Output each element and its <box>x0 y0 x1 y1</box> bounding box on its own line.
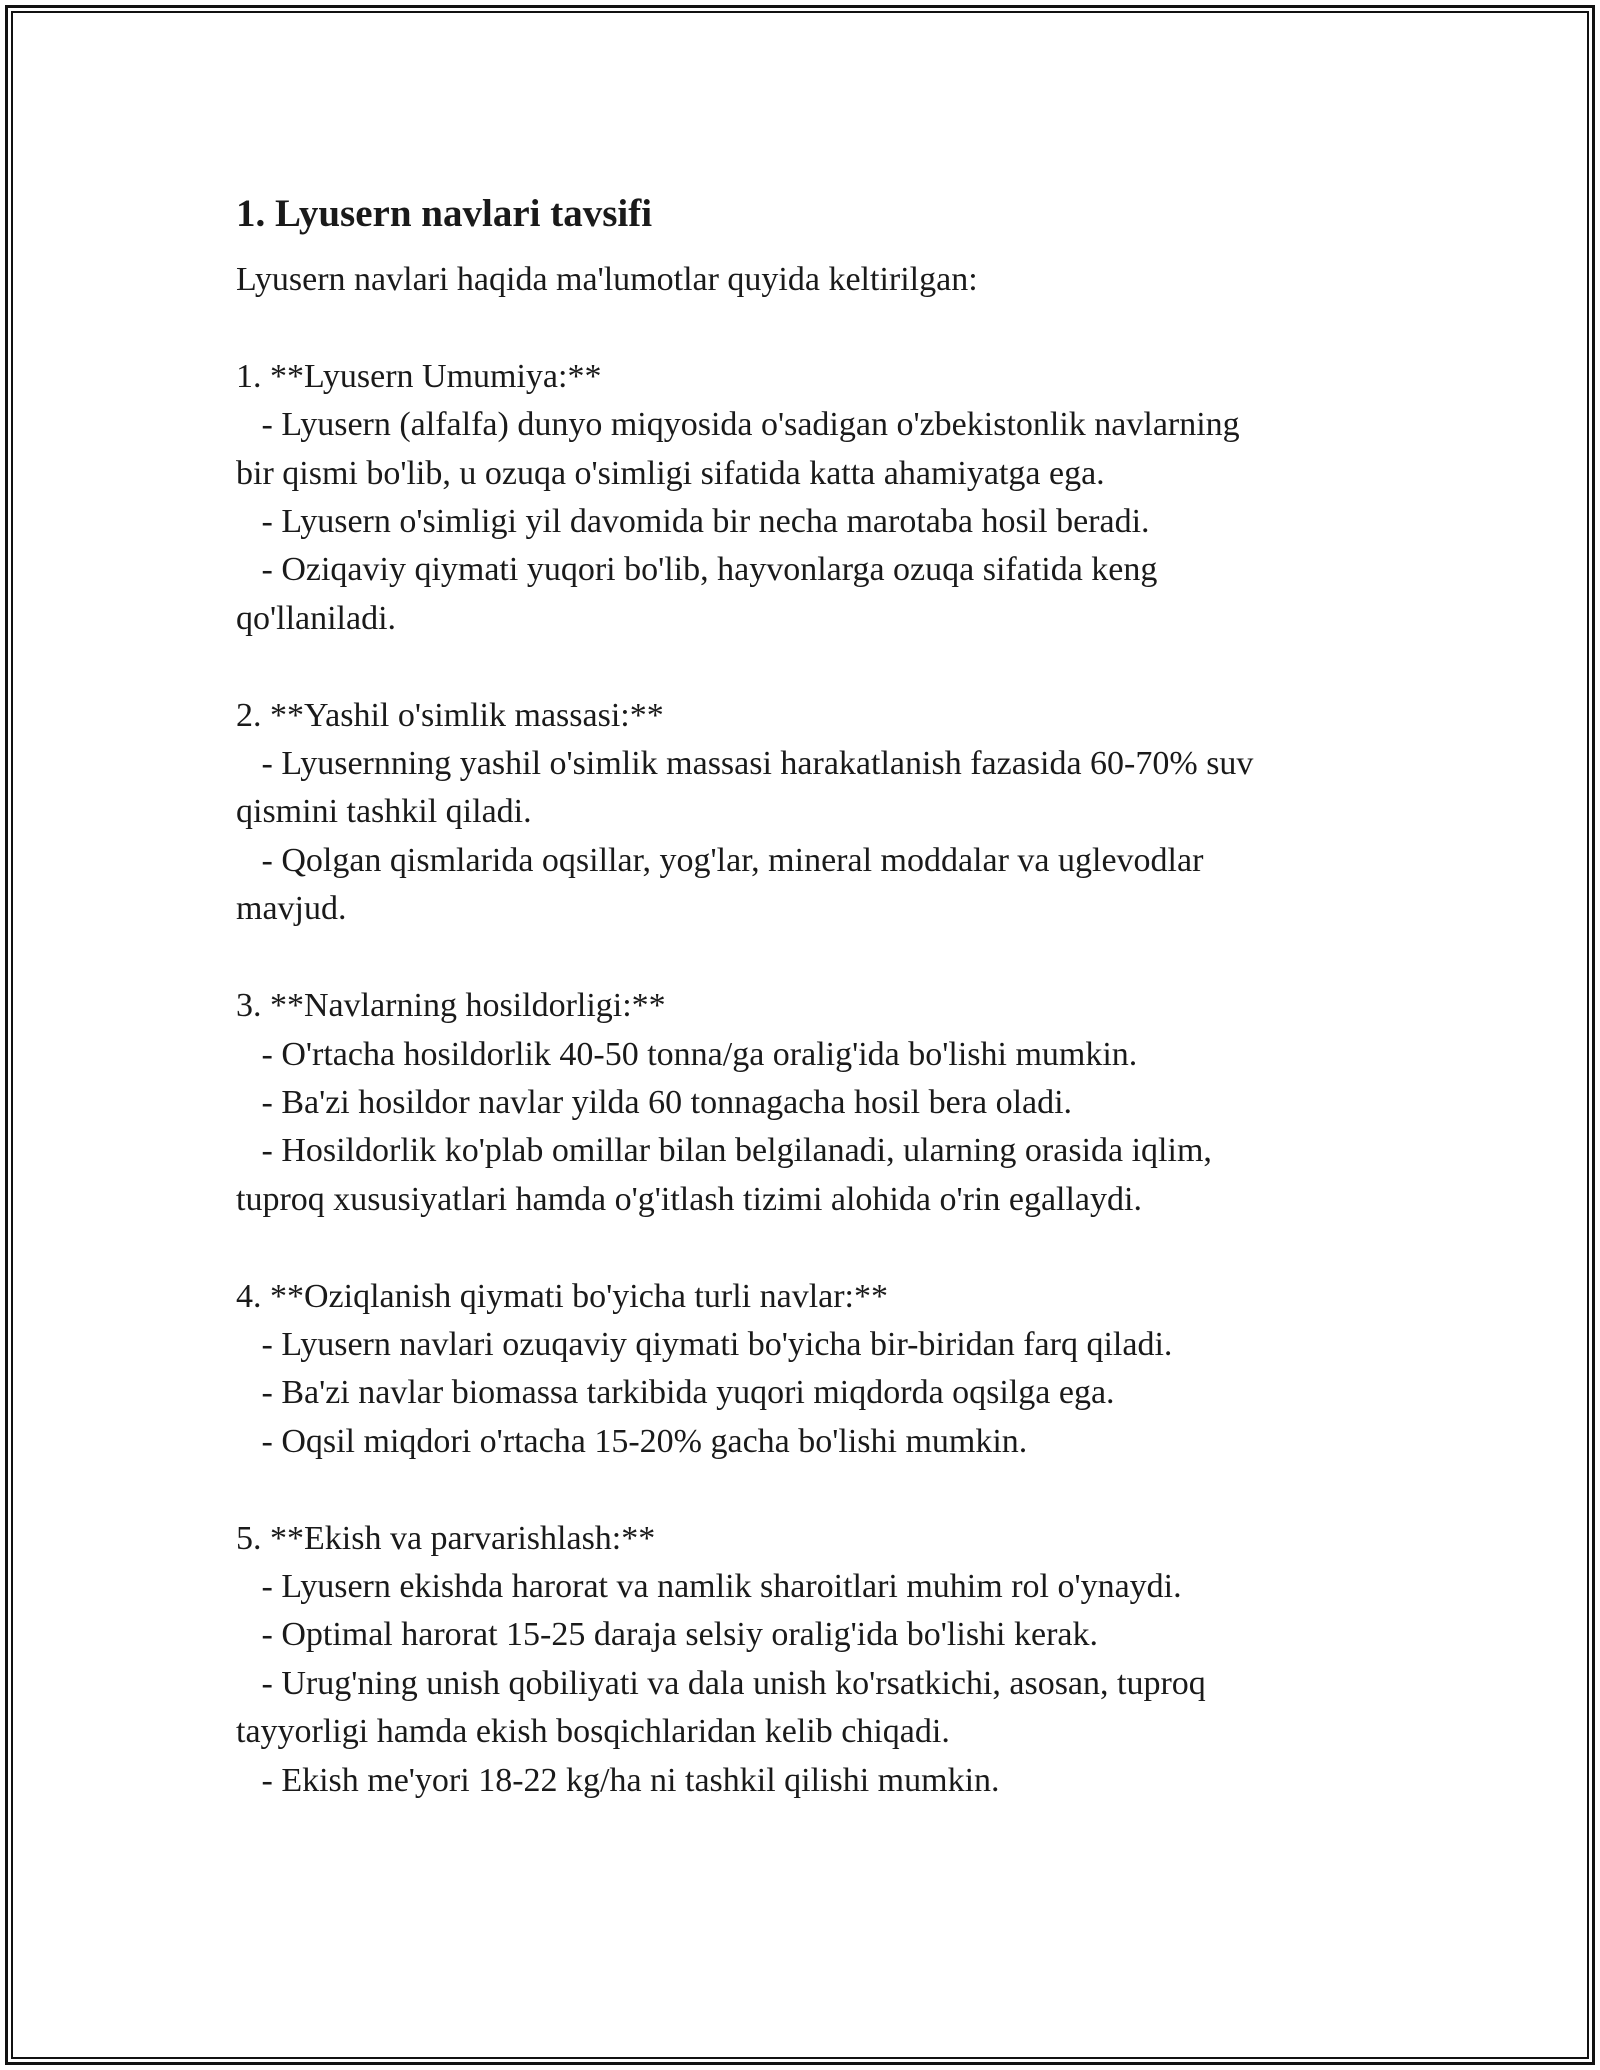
document-body: Lyusern navlari haqida ma'lumotlar quyida keltirilgan: 1. **Lyusern Umumiya:** - Lyusern (alfalfa) dunyo miqyosida o'sadigan o'zbekistonlik navlarning bir qismi bo'lib, u ozuqa o'simligi sifatida katta ahamiyatga ega. - Lyusern o'simligi yil davomida bir necha marotaba hosil beradi. - Oziqaviy qiymati yuqori bo'lib, hayvonlarga ozuqa sifatida keng qo'llaniladi. 2. **Yashil o'simlik massasi:** - Lyusernning yashil o'simlik massasi harakatlanish fazasida 60-70% suv qismini tashkil qiladi. - Qolgan qismlarida oqsillar, yog'lar, mineral moddalar va uglevodlar mavjud. 3. **Navlarning hosildorligi:** - O'rtacha hosildorlik 40-50 tonna/ga oralig'ida bo'lishi mumkin. - Ba'zi hosildor navlar yilda 60 tonnagacha hosil bera oladi. - Hosildorlik ko'plab omillar bilan belgilanadi, ularning orasida iqlim, tuproq xususiyatlari hamda o'g'itlash tizimi alohida o'rin egallaydi. 4. **Oziqlanish qiymati bo'yicha turli navlar:** - Lyusern navlari ozuqaviy qiymati bo'yicha bir-biridan farq qiladi. - Ba'zi navlar biomassa tarkibida yuqori miqdorda oqsilga ega. - Oqsil miqdori o'rtacha 15-20% gacha bo'lishi mumkin. 5. **Ekish va parvarishlash:** - Lyusern ekishda harorat va namlik sharoitlari muhim rol o'ynaydi. - Optimal harorat 15-25 daraja selsiy oralig'ida bo'lishi kerak. - Urug'ning unish qobiliyati va dala unish ko'rsatkichi, asosan, tuproq tayyorligi hamda ekish bosqichlaridan kelib chiqadi. - Ekish me'yori 18-22 kg/ha ni tashkil qilishi mumkin. <box>236 261 1254 1799</box>
document-title: 1. Lyusern navlari tavsifi <box>236 192 653 235</box>
document-content <box>236 186 1356 1805</box>
